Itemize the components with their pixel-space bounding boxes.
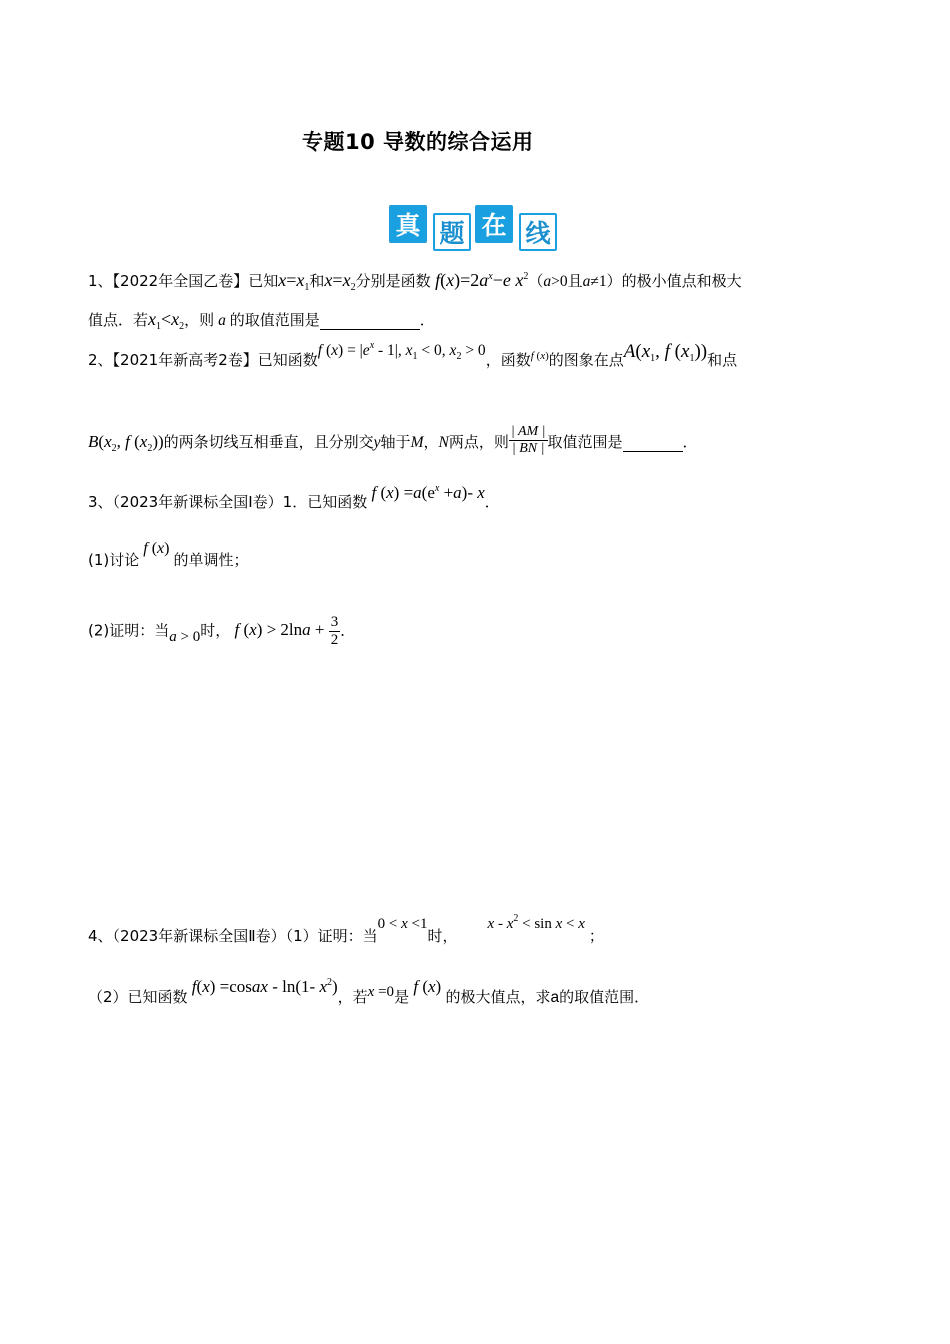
q4-source-tag: （2023年新课标全国Ⅱ卷）（1）证明：当 xyxy=(112,927,378,945)
q1-source-tag: 【2022年全国乙卷】 xyxy=(112,272,249,290)
question-4-part-2: （2）已知函数 f(x) =cosax - ln(1- $x^2$)，若x =0是 f (x) 的极大值点，求a的取值范围． xyxy=(88,977,650,1006)
logo-char-4: 线 xyxy=(519,213,557,251)
q3-inequality: f (x) > 2lna + $\frac{3}{2}$ xyxy=(230,614,339,648)
q1-formula-x2: x xyxy=(324,270,333,290)
q3-function-formula: f $(x) =a(e^x +a)-$ x xyxy=(367,483,485,502)
q1-answer-blank xyxy=(320,313,420,330)
q4-function-formula: f(x) =cosax - ln(1- $x^2$) xyxy=(187,977,338,996)
question-1-line-2: 值点．若$x_1<x_2$，则 a 的取值范围是 ． xyxy=(88,309,435,332)
q2-function-formula: f $(x) = |e^x - 1|$, $x_1 < 0$, $x_2 > 0$ xyxy=(317,340,486,362)
question-1-line-1: 1、【2022年全国乙卷】已知$x=x_1$和$x=x_2$分别是函数 $f(x)=2a^x-e$ $x^2(a>0$且a≠1）的极小值点和极大 xyxy=(88,270,742,293)
logo-char-3: 在 xyxy=(475,205,513,243)
q2-point-A: $A(x_1$, f $(x_1)$) xyxy=(623,341,708,364)
q2-source-tag: 【2021年新高考2卷】 xyxy=(112,351,258,369)
q1-function-formula: $f(x)=2a^x-e$ $x^2$ xyxy=(430,270,529,290)
page-title: 专题10 导数的综合运用 xyxy=(302,130,534,154)
logo-char-2: 题 xyxy=(433,213,471,251)
q4-inequality: $x - x^2 < \sin x < x$ xyxy=(487,913,585,932)
question-2-line-1: 2、【2021年新高考2卷】已知函数f $(x) = |e^x - 1|$, $x_1 < 0$, $x_2 > 0$，函数$^{f (x)}$的图象在点$A(x_1$, f $(x_1)$)和点 xyxy=(88,340,738,369)
q3-source-tag: （2023年新课标全国Ⅰ卷）1．已知函数 xyxy=(112,493,368,511)
q2-ratio-fraction: $\frac{| AM |}{| BN |}$ xyxy=(510,424,546,456)
question-3-line-1: 3、（2023年新课标全国Ⅰ卷）1．已知函数 f $(x) =a(e^x +a)-$ x． xyxy=(88,483,500,511)
q2-point-B: $B(x_2$, f $(x_2)$) xyxy=(88,432,164,455)
q2-answer-blank xyxy=(623,435,683,452)
section-logo xyxy=(389,203,561,255)
question-2-line-2: $B(x_2$, f $(x_2)$)的两条切线互相垂直，且分别交y轴于M，N两点，则 $\frac{| AM |}{| BN |}$ 取值范围是 ． xyxy=(88,424,698,456)
logo-char-1: 真 xyxy=(389,205,427,243)
q1-formula-x1: x xyxy=(278,270,287,290)
q4-condition: 0 < x <1 xyxy=(377,916,428,932)
question-3-part-1: (1)讨论 f (x) 的单调性； xyxy=(88,540,249,569)
question-4-line-1: 4、（2023年新课标全国Ⅱ卷）（1）证明：当0 < x <1时，$x - x^2 < \sin x < x$； xyxy=(88,913,604,945)
question-3-part-2: (2)证明：当a > 0时， f (x) > 2lna + $\frac{3}{2}$ ． xyxy=(88,614,356,648)
